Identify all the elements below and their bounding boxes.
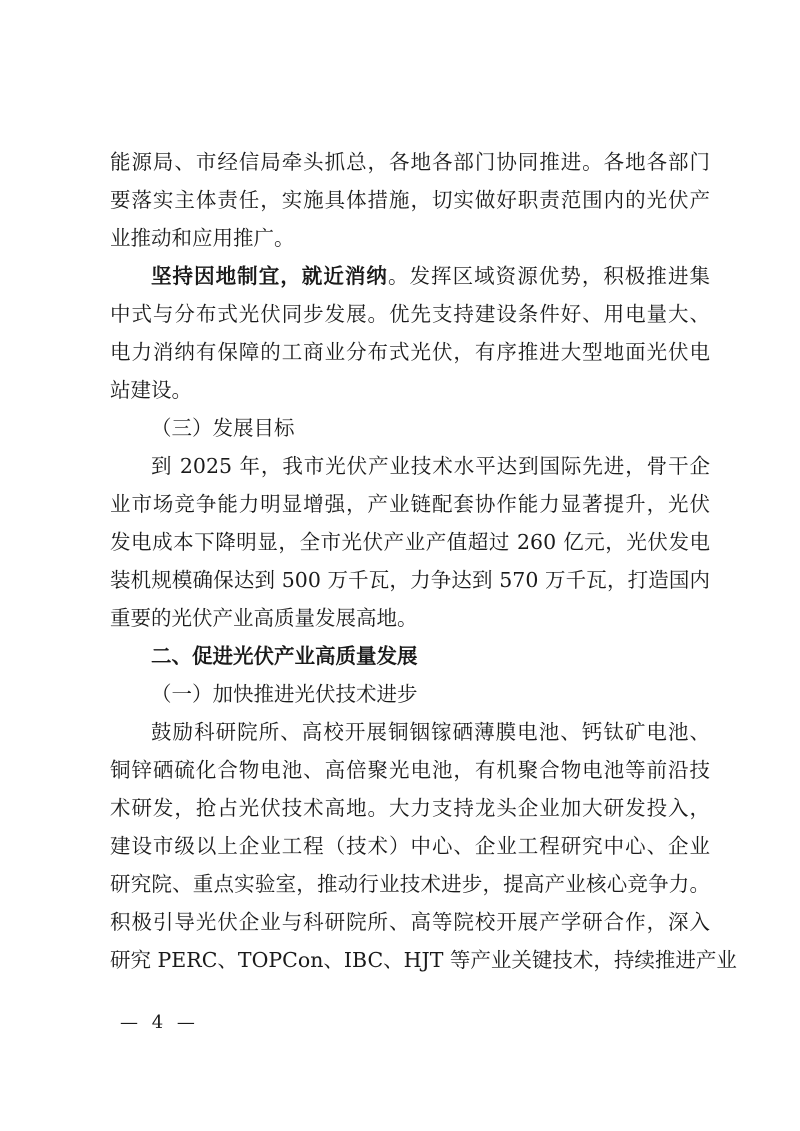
paragraph-1-line-3: 业推动和应用推广。	[110, 226, 295, 250]
paragraph-4-line-6: 积极引导光伏企业与科研院所、高等院校开展产学研合作，深入	[110, 910, 710, 934]
paragraph-4-line-1: 鼓励科研院所、高校开展铜铟镓硒薄膜电池、钙钛矿电池、	[151, 720, 710, 744]
paragraph-4-line-5: 研究院、重点实验室，推动行业技术进步，提高产业核心竞争力。	[110, 872, 710, 896]
paragraph-1-line-1: 能源局、市经信局牵头抓总，各地各部门协同推进。各地各部门	[110, 150, 710, 174]
section-heading-development-goals: （三）发展目标	[151, 416, 295, 440]
document-page	[110, 143, 737, 979]
page-number: — 4 —	[120, 1012, 199, 1033]
paragraph-2-line-1	[110, 257, 710, 295]
paragraph-2-bold-lead: 坚持因地制宜，就近消纳	[151, 264, 388, 288]
paragraph-2-line-3: 电力消纳有保障的工商业分布式光伏，有序推进大型地面光伏电	[110, 340, 710, 364]
paragraph-4-line-2: 铜锌硒硫化合物电池、高倍聚光电池，有机聚合物电池等前沿技	[110, 758, 710, 782]
paragraph-3-line-1: 到 2025 年，我市光伏产业技术水平达到国际先进，骨干企	[151, 454, 710, 478]
paragraph-4-line-4: 建设市级以上企业工程（技术）中心、企业工程研究中心、企业	[110, 834, 710, 858]
paragraph-2-lead-rest: 。发挥区域资源优势，积极推进集	[387, 264, 711, 288]
paragraph-4-line-3: 术研发，抢占光伏技术高地。大力支持龙头企业加大研发投入，	[110, 796, 710, 820]
part-heading-promote-pv-industry: 二、促进光伏产业高质量发展	[151, 644, 418, 668]
paragraph-3-line-2: 业市场竞争能力明显增强，产业链配套协作能力显著提升，光伏	[110, 492, 710, 516]
paragraph-1-line-2: 要落实主体责任，实施具体措施，切实做好职责范围内的光伏产	[110, 188, 710, 212]
paragraph-3-line-3: 发电成本下降明显，全市光伏产业产值超过 260 亿元，光伏发电	[110, 530, 710, 554]
paragraph-2-line-4: 站建设。	[110, 378, 192, 402]
subsection-heading-tech-progress: （一）加快推进光伏技术进步	[151, 682, 418, 706]
paragraph-2-line-2: 中式与分布式光伏同步发展。优先支持建设条件好、用电量大、	[110, 302, 710, 326]
paragraph-3-line-4: 装机规模确保达到 500 万千瓦，力争达到 570 万千瓦，打造国内	[110, 568, 710, 592]
paragraph-4-line-7: 研究 PERC、TOPCon、IBC、HJT 等产业关键技术，持续推进产业	[110, 948, 737, 972]
paragraph-3-line-5: 重要的光伏产业高质量发展高地。	[110, 606, 418, 630]
